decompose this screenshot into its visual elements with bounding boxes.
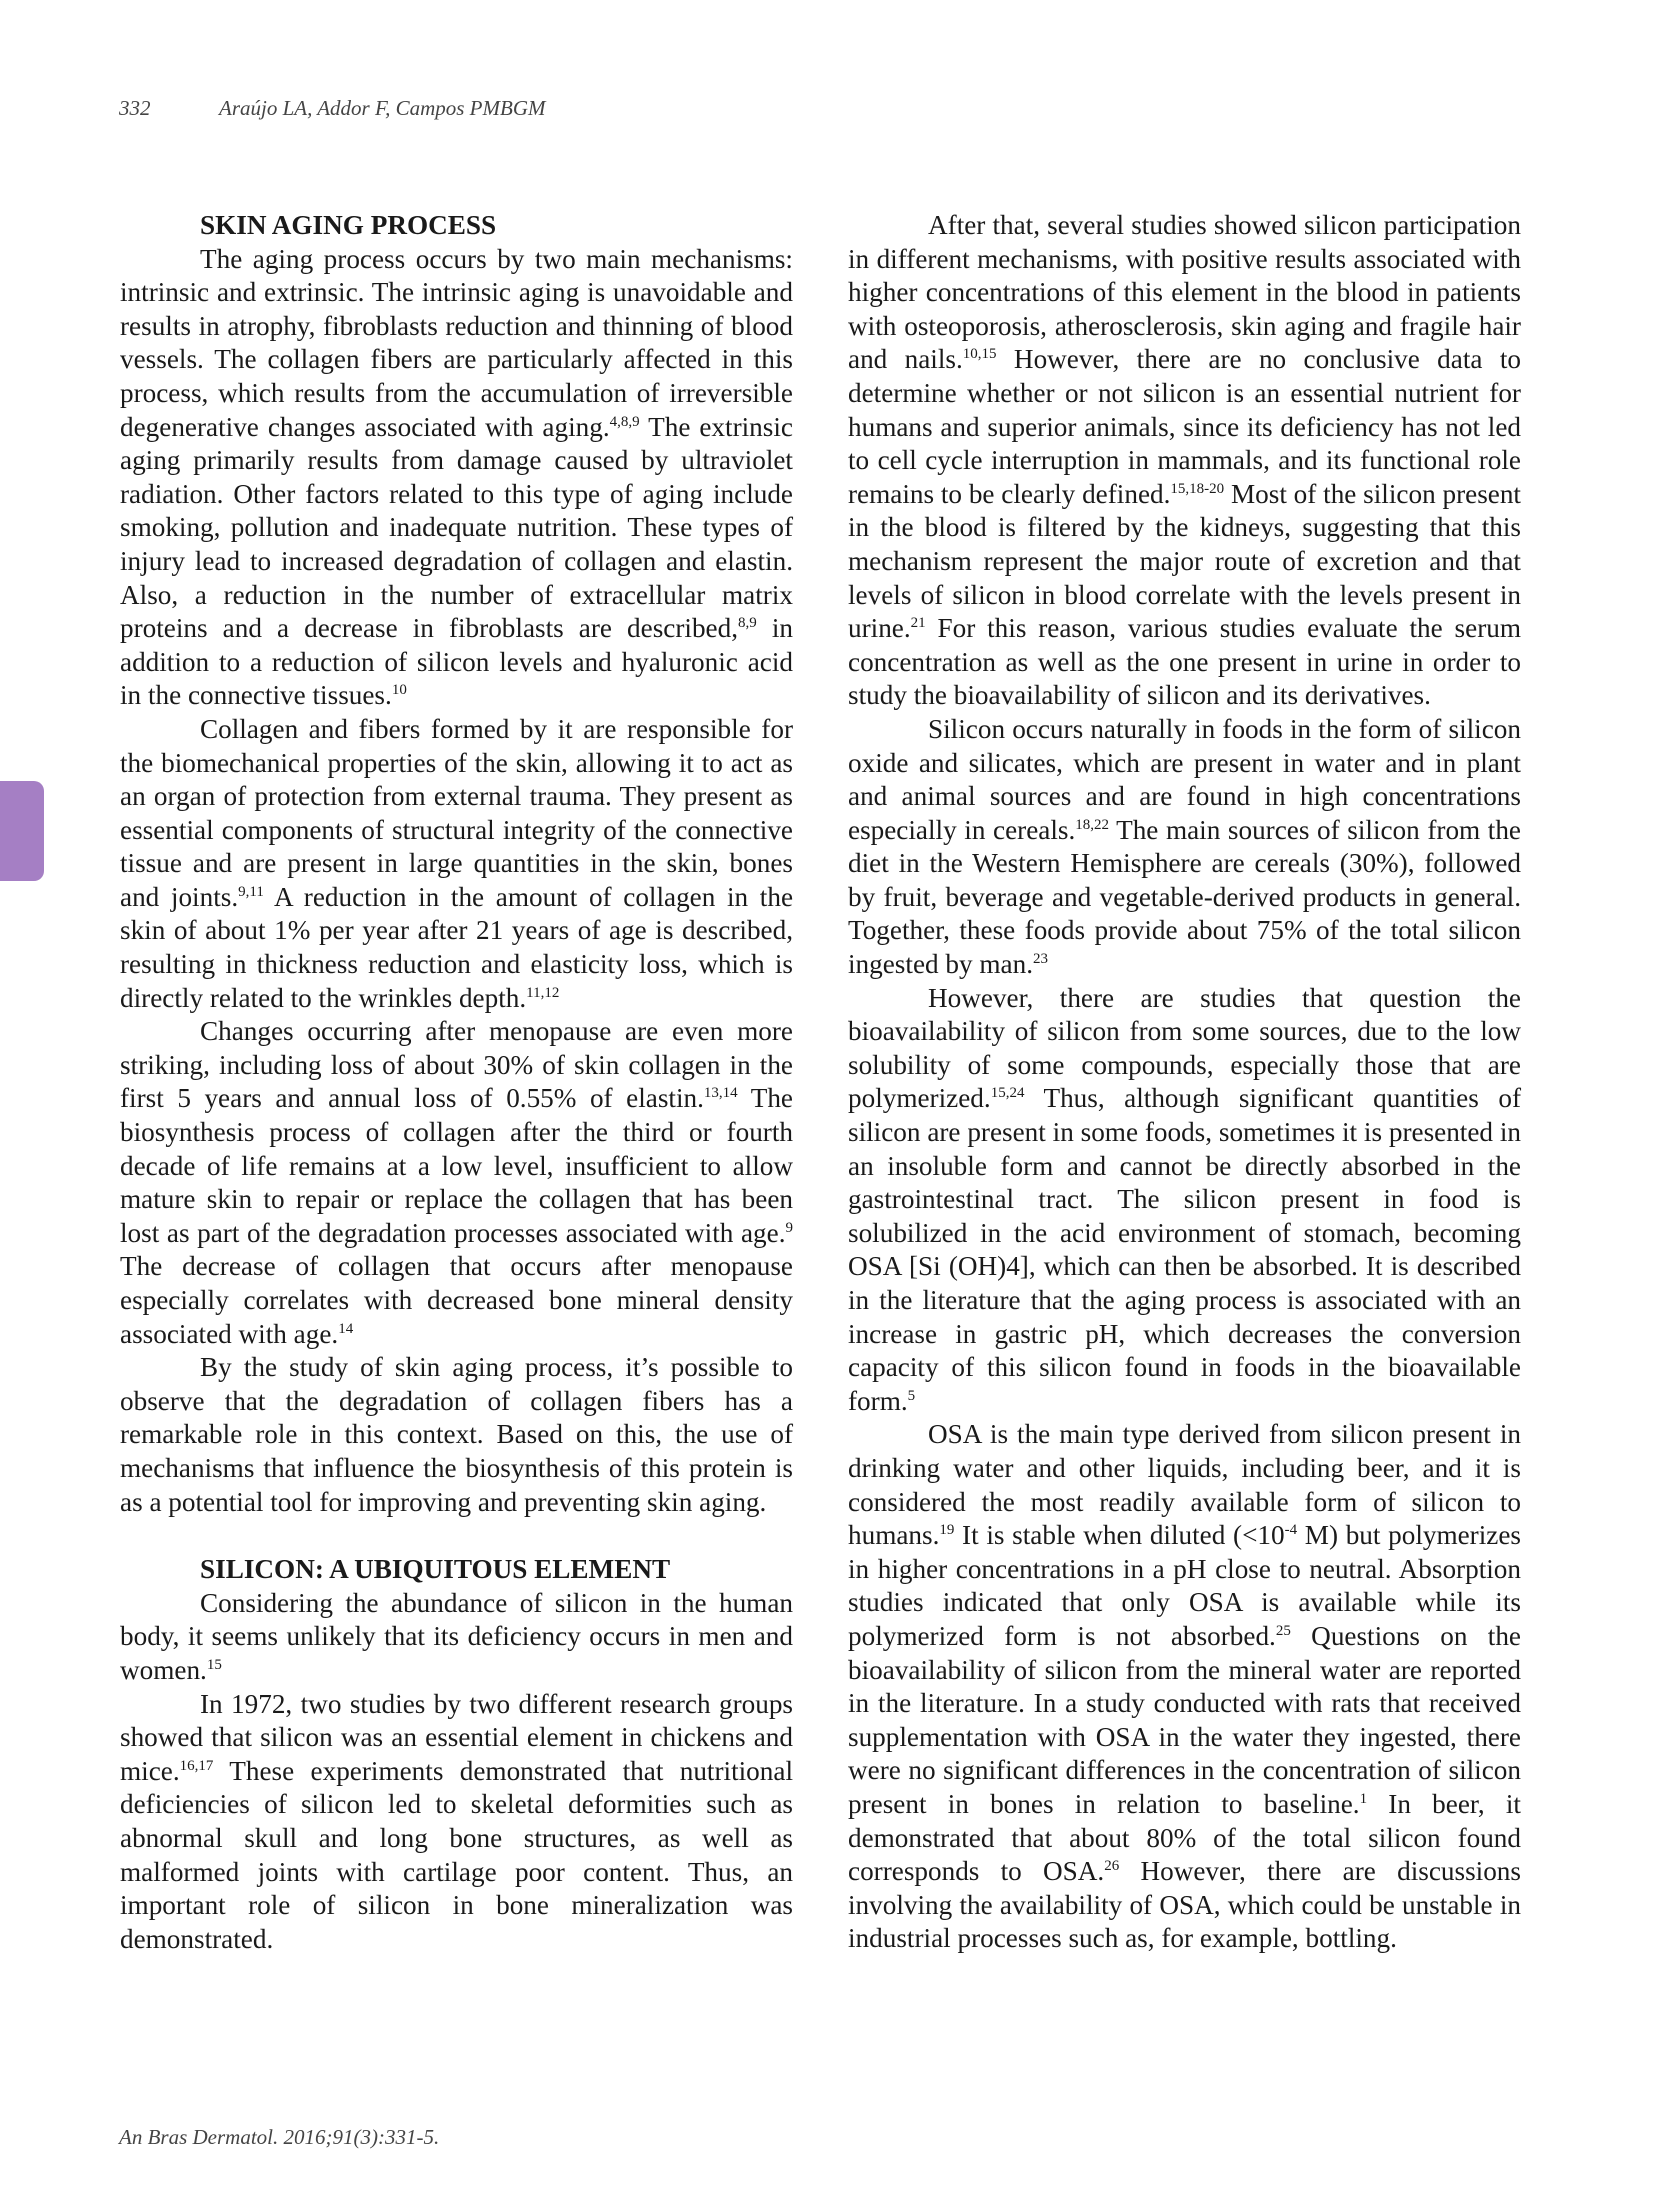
text: The biosynthesis process of collagen after the third or fourth decade of life remains at a low level, insufficient to allow mature skin to repair or replace the collagen that has been lost as part of the degradation processes associated with age. (120, 1083, 793, 1248)
citation-ref: 5 (907, 1387, 916, 1404)
text: However, there are discussions involving the availability of OSA, which could be unstable in industrial processes such as, for example, bottling. (848, 1856, 1521, 1954)
text: However, there are studies that question the bioavailability of silicon from some sources, due to the low solubility of some compounds, especially those that are polymerized. (848, 982, 1521, 1114)
text: A reduction in the amount of collagen in the skin of about 1% per year after 21 years of age is described, resulting in thickness reduction and elasticity loss, which is directly related to the wrinkles depth. (120, 881, 794, 1013)
citation-ref: 18,22 (1075, 816, 1110, 833)
page-number: 332 (119, 96, 151, 120)
text: Silicon occurs naturally in foods in the form of silicon oxide and silicates, which are present in water and in plant and animal sources and are found in high concentrations especially in cereals. (848, 713, 1521, 845)
citation-ref: 11,12 (526, 984, 560, 1001)
journal-citation-footer: An Bras Dermatol. 2016;91(3):331-5. (119, 2125, 440, 2149)
citation-ref: 23 (1033, 951, 1048, 967)
paragraph (120, 243, 793, 713)
left-column (120, 209, 793, 1956)
section-heading-silicon: SILICON: A UBIQUITOUS ELEMENT (200, 1554, 671, 1585)
paragraph (120, 1688, 793, 1957)
citation-ref: 16,17 (179, 1757, 214, 1774)
text: Questions on the bioavailability of silicon from the mineral water are reported in the literature. In a study conducted with rats that received supplementation with OSA in the water they ingested, there were no significant differences in the concentration of silicon present in bones in relation to baseline. (848, 1620, 1521, 1819)
text: M) but polymerizes in higher concentrations in a pH close to neutral. Absorption studies indicated that only OSA is available while its polymerized form is not absorbed. (848, 1520, 1521, 1651)
text: Considering the abundance of silicon in the human body, it seems unlikely that its deficiency occurs in men and women. (120, 1587, 793, 1685)
text: The extrinsic aging primarily results from damage caused by ultraviolet radiation. Other factors related to this type of aging include smoking, pollution and inadequate nutrition. These types of injury lead to increased degradation of collagen and elastin. Also, a reduction in the number of extracellular matrix proteins and a decrease in fibroblasts are described, (120, 411, 793, 644)
text: It is stable when diluted (<10 (954, 1520, 1285, 1551)
paragraph (848, 209, 1521, 713)
paragraph (120, 1587, 793, 1688)
paragraph (848, 982, 1521, 1419)
citation-ref: 10 (391, 682, 407, 699)
paragraph (848, 1418, 1521, 1956)
citation-ref: 10,15 (962, 346, 997, 363)
citation-ref: 14 (338, 1320, 354, 1337)
citation-ref: 21 (910, 615, 926, 632)
right-column (848, 209, 1521, 1956)
citation-ref: 15 (206, 1656, 222, 1673)
paragraph (120, 1015, 793, 1351)
text: The decrease of collagen that occurs after menopause especially correlates with decreased bone mineral density associated with age. (120, 1251, 793, 1349)
text: In 1972, two studies by two different research groups showed that silicon was an essential element in chickens and mice. (120, 1688, 793, 1786)
citation-ref: 8,9 (738, 615, 757, 632)
text: However, there are no conclusive data to determine whether or not silicon is an essential nutrient for humans and superior animals, since its deficiency has not led to cell cycle interruption in mammals, and its functional role remains to be clearly defined. (848, 344, 1521, 509)
authors: Araújo LA, Addor F, Campos PMBGM (219, 96, 546, 120)
citation-ref: 13,14 (703, 1085, 738, 1102)
text: For this reason, various studies evaluate the serum concentration as well as the one present in urine in order to study the bioavailability of silicon and its derivatives. (848, 613, 1521, 711)
exponent: -4 (1284, 1522, 1298, 1539)
text: in addition to a reduction of silicon levels and hyaluronic acid in the connective tissues. (120, 613, 793, 711)
text: OSA is the main type derived from silicon present in drinking water and other liquids, including beer, and it is considered the most readily available form of silicon to humans. (848, 1419, 1521, 1551)
paragraph (848, 713, 1521, 982)
citation-ref: 25 (1275, 1622, 1291, 1639)
citation-ref: 1 (1359, 1790, 1368, 1807)
section-tab-marker (0, 781, 44, 881)
citation-ref: 9 (785, 1219, 793, 1236)
paragraph (120, 1351, 793, 1519)
citation-ref: 19 (939, 1522, 955, 1539)
citation-ref: 15,24 (990, 1085, 1025, 1102)
citation-ref: 4,8,9 (609, 413, 640, 430)
text: The main sources of silicon from the diet in the Western Hemisphere are cereals (30%), followed by fruit, beverage and vegetable-derived products in general. Together, these foods provide about 75% of the total silicon ingested by man. (848, 814, 1521, 980)
text: The aging process occurs by two main mechanisms: intrinsic and extrinsic. The intrinsic aging is unavoidable and results in atrophy, fibroblasts reduction and thinning of blood vessels. The collagen fibers are particularly affected in this process, which results from the accumulation of irreversible degenerative changes associated with aging. (120, 243, 793, 442)
text: Thus, although significant quantities of silicon are present in some foods, sometimes it is presented in an insoluble form and cannot be directly absorbed in the gastrointestinal tract. The silicon present in food is solubilized in the acid environment of stomach, becoming OSA [Si (OH)4], which can then be absorbed. It is described in the literature that the aging process is associated with an increase in gastric pH, which decreases the conversion capacity of this silicon found in foods in the bioavailable form. (848, 1083, 1521, 1416)
text: Collagen and fibers formed by it are responsible for the biomechanical properties of the skin, allowing it to act as an organ of protection from external trauma. They present as essential components of structural integrity of the connective tissue and are present in large quantities in the skin, bones and joints. (120, 713, 793, 912)
running-header (119, 96, 545, 121)
text: After that, several studies showed silicon participation in different mechanisms, with positive results associated with higher concentrations of this element in the blood in patients with osteoporosis, atherosclerosis, skin aging and fragile hair and nails. (848, 210, 1521, 375)
section-heading-skin-aging: SKIN AGING PROCESS (200, 210, 497, 240)
text: These experiments demonstrated that nutritional deficiencies of silicon led to skeletal deformities such as abnormal skull and long bone structures, as well as malformed joints with cartilage poor content. Thus, an important role of silicon in bone mineralization was demonstrated. (120, 1755, 793, 1954)
text: Most of the silicon present in the blood is filtered by the kidneys, suggesting that this mechanism represent the major route of excretion and that levels of silicon in blood correlate with the levels present in urine. (848, 478, 1521, 644)
citation-ref: 15,18-20 (1170, 480, 1225, 497)
citation-ref: 26 (1104, 1858, 1120, 1875)
text: In beer, it demonstrated that about 80% of the total silicon found corresponds to OSA. (848, 1788, 1521, 1887)
text: By the study of skin aging process, it’s possible to observe that the degradation of collagen fibers has a remarkable role in this context. Based on this, the use of mechanisms that influence the biosynthesis of this protein is as a potential tool for improving and preventing skin aging. (120, 1352, 793, 1517)
paragraph (120, 713, 793, 1015)
citation-ref: 9,11 (238, 883, 264, 900)
text: Changes occurring after menopause are even more striking, including loss of about 30% of skin collagen in the first 5 years and annual loss of 0.55% of elastin. (120, 1016, 793, 1114)
